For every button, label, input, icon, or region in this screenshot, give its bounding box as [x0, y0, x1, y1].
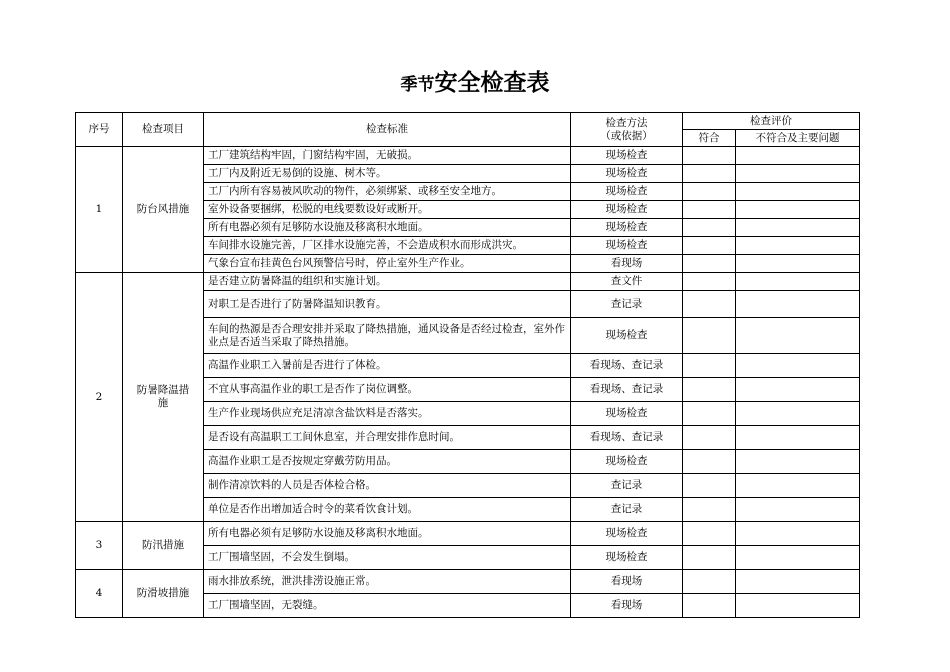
pass-cell[interactable] — [683, 546, 736, 570]
fail-notes-cell[interactable] — [736, 201, 860, 219]
standard-cell: 雨水排放系统，泄洪排涝设施正常。 — [204, 570, 571, 594]
method-cell: 看现场、查记录 — [571, 354, 683, 378]
method-cell: 现场检查 — [571, 318, 683, 354]
method-cell: 现场检查 — [571, 450, 683, 474]
standard-cell: 气象台宣布挂黄色台风预警信号时，停止室外生产作业。 — [204, 255, 571, 273]
method-cell: 现场检查 — [571, 165, 683, 183]
pass-cell[interactable] — [683, 237, 736, 255]
method-cell: 现场检查 — [571, 183, 683, 201]
pass-cell[interactable] — [683, 426, 736, 450]
header-method — [571, 113, 683, 147]
standard-cell: 高温作业职工是否按规定穿戴劳防用品。 — [204, 450, 571, 474]
standard-cell: 是否建立防暑降温的组织和实施计划。 — [204, 273, 571, 291]
standard-cell: 生产作业现场供应充足清凉含盐饮料是否落实。 — [204, 402, 571, 426]
header-row — [76, 113, 860, 130]
standard-cell: 车间的热源是否合理安排并采取了降热措施，通风设备是否经过检查，室外作业点是否适当采取了降热措施。 — [204, 318, 571, 354]
header-item: 检查项目 — [123, 113, 204, 147]
fail-notes-cell[interactable] — [736, 318, 860, 354]
fail-notes-cell[interactable] — [736, 147, 860, 165]
pass-cell[interactable] — [683, 255, 736, 273]
fail-notes-cell[interactable] — [736, 426, 860, 450]
method-cell: 查文件 — [571, 273, 683, 291]
fail-notes-cell[interactable] — [736, 165, 860, 183]
method-cell: 查记录 — [571, 498, 683, 522]
title-prefix: 季节 — [400, 75, 435, 95]
standard-cell: 高温作业职工入暑前是否进行了体检。 — [204, 354, 571, 378]
standard-cell: 是否设有高温职工工间休息室，并合理安排作息时间。 — [204, 426, 571, 450]
method-cell: 现场检查 — [571, 522, 683, 546]
header-fail: 不符合及主要问题 — [736, 130, 860, 147]
pass-cell[interactable] — [683, 378, 736, 402]
header-evaluation: 检查评价 — [683, 113, 860, 130]
fail-notes-cell[interactable] — [736, 237, 860, 255]
pass-cell[interactable] — [683, 402, 736, 426]
fail-notes-cell[interactable] — [736, 354, 860, 378]
method-cell: 看现场 — [571, 594, 683, 618]
group-item: 防暑降温措施 — [123, 273, 204, 522]
pass-cell[interactable] — [683, 165, 736, 183]
header-method-line2: （或依据） — [600, 129, 653, 142]
standard-cell: 工厂建筑结构牢固，门窗结构牢固，无破损。 — [204, 147, 571, 165]
fail-notes-cell[interactable] — [736, 474, 860, 498]
table-row — [76, 522, 860, 546]
pass-cell[interactable] — [683, 450, 736, 474]
fail-notes-cell[interactable] — [736, 291, 860, 318]
header-pass: 符合 — [683, 130, 736, 147]
fail-notes-cell[interactable] — [736, 570, 860, 594]
fail-notes-cell[interactable] — [736, 402, 860, 426]
method-cell: 现场检查 — [571, 237, 683, 255]
method-cell: 现场检查 — [571, 219, 683, 237]
method-cell: 现场检查 — [571, 402, 683, 426]
header-standard: 检查标准 — [204, 113, 571, 147]
header-seq: 序号 — [76, 113, 123, 147]
method-cell: 看现场、查记录 — [571, 426, 683, 450]
standard-cell: 工厂围墙坚固，无裂缝。 — [204, 594, 571, 618]
fail-notes-cell[interactable] — [736, 378, 860, 402]
pass-cell[interactable] — [683, 570, 736, 594]
group-item: 防滑坡措施 — [123, 570, 204, 618]
fail-notes-cell[interactable] — [736, 522, 860, 546]
fail-notes-cell[interactable] — [736, 498, 860, 522]
pass-cell[interactable] — [683, 291, 736, 318]
group-seq: 3 — [76, 522, 123, 570]
pass-cell[interactable] — [683, 183, 736, 201]
pass-cell[interactable] — [683, 354, 736, 378]
pass-cell[interactable] — [683, 474, 736, 498]
header-method-line1: 检查方法 — [605, 116, 648, 129]
fail-notes-cell[interactable] — [736, 273, 860, 291]
inspection-table — [75, 112, 860, 618]
method-cell: 看现场 — [571, 570, 683, 594]
fail-notes-cell[interactable] — [736, 450, 860, 474]
group-item: 防台风措施 — [123, 147, 204, 273]
group-item: 防汛措施 — [123, 522, 204, 570]
standard-cell: 所有电器必须有足够防水设施及移离积水地面。 — [204, 522, 571, 546]
standard-cell: 工厂内所有容易被风吹动的物件，必须绑紧、或移至安全地方。 — [204, 183, 571, 201]
pass-cell[interactable] — [683, 219, 736, 237]
pass-cell[interactable] — [683, 318, 736, 354]
pass-cell[interactable] — [683, 594, 736, 618]
standard-cell: 室外设备要捆绑，松脱的电线要数设好或断开。 — [204, 201, 571, 219]
standard-cell: 所有电器必须有足够防水设施及移离积水地面。 — [204, 219, 571, 237]
fail-notes-cell[interactable] — [736, 219, 860, 237]
method-cell: 查记录 — [571, 474, 683, 498]
pass-cell[interactable] — [683, 273, 736, 291]
standard-cell: 工厂围墙坚固，不会发生倒塌。 — [204, 546, 571, 570]
pass-cell[interactable] — [683, 147, 736, 165]
title-main: 安全检查表 — [434, 69, 550, 96]
fail-notes-cell[interactable] — [736, 546, 860, 570]
table-row — [76, 147, 860, 165]
fail-notes-cell[interactable] — [736, 183, 860, 201]
group-seq: 1 — [76, 147, 123, 273]
standard-cell: 单位是否作出增加适合时令的菜肴饮食计划。 — [204, 498, 571, 522]
method-cell: 现场检查 — [571, 147, 683, 165]
pass-cell[interactable] — [683, 201, 736, 219]
standard-cell: 工厂内及附近无易倒的设施、树木等。 — [204, 165, 571, 183]
fail-notes-cell[interactable] — [736, 255, 860, 273]
pass-cell[interactable] — [683, 522, 736, 546]
fail-notes-cell[interactable] — [736, 594, 860, 618]
standard-cell: 车间排水设施完善，厂区排水设施完善，不会造成积水而形成洪灾。 — [204, 237, 571, 255]
table-row — [76, 273, 860, 291]
group-seq: 2 — [76, 273, 123, 522]
standard-cell: 对职工是否进行了防暑降温知识教育。 — [204, 291, 571, 318]
method-cell: 看现场、查记录 — [571, 378, 683, 402]
method-cell: 查记录 — [571, 291, 683, 318]
method-cell: 现场检查 — [571, 201, 683, 219]
method-cell: 看现场 — [571, 255, 683, 273]
pass-cell[interactable] — [683, 498, 736, 522]
table-row — [76, 570, 860, 594]
group-seq: 4 — [76, 570, 123, 618]
method-cell: 现场检查 — [571, 546, 683, 570]
page-title — [0, 64, 950, 97]
standard-cell: 不宜从事高温作业的职工是否作了岗位调整。 — [204, 378, 571, 402]
standard-cell: 制作清凉饮料的人员是否体检合格。 — [204, 474, 571, 498]
